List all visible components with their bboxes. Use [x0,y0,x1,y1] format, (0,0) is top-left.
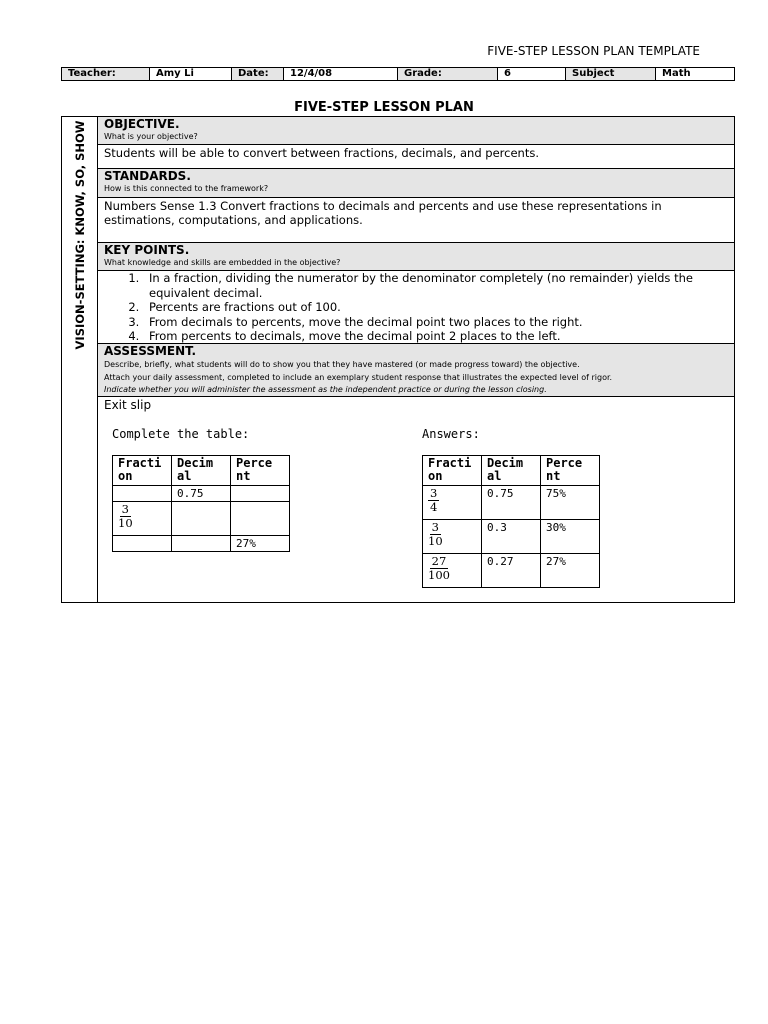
denominator: 100 [428,568,450,582]
percent-cell [231,486,290,502]
teacher-value: Amy Li [149,68,231,80]
side-column [62,117,98,602]
grade-value: 6 [497,68,565,80]
assessment-header [98,344,734,397]
fraction [118,503,133,530]
assessment-prompt-1: Describe, briefly, what students will do to show you that they have mastered (or made progress toward) the objective. [104,360,580,369]
key-point-item: 2. Percents are fractions out of 100. [143,300,734,315]
answer-table [422,455,600,588]
fraction [428,555,450,582]
percent-cell [231,502,290,536]
key-points-title: KEY POINTS. [104,243,190,257]
numerator: 3 [430,486,438,500]
key-point-item: 4. From percents to decimals, move the decimal point 2 places to the left. [143,329,734,344]
percent-cell: 30% [541,520,600,554]
assessment-body [98,397,734,602]
sections [98,117,734,602]
answers-label: Answers: [422,427,480,441]
date-value: 12/4/08 [283,68,397,80]
side-label: VISION-SETTING: KNOW, SO, SHOW [73,120,87,350]
table-row [113,502,290,536]
complete-table-label: Complete the table: [112,427,250,441]
fraction-cell [113,502,172,536]
percent-cell: 75% [541,486,600,520]
exit-slip-label: Exit slip [104,398,152,412]
table-row [423,554,600,588]
date-label: Date: [231,68,283,80]
column-header-percent: Perce nt [541,456,600,486]
plan-title: FIVE-STEP LESSON PLAN [294,100,474,115]
key-point-item: 3. From decimals to percents, move the decimal point two places to the right. [143,315,734,330]
standards-title: STANDARDS. [104,169,191,183]
teacher-label: Teacher: [68,68,116,79]
assessment-prompt-3: Indicate whether you will administer the assessment as the independent practice or during the lesson closing. [104,385,547,394]
denominator: 4 [430,500,438,514]
fraction [428,487,439,514]
header-info-bar [61,67,735,81]
column-header-decimal: Decim al [172,456,231,486]
fraction [428,521,443,548]
table-row [113,486,290,502]
fraction-cell [423,554,482,588]
standards-header [98,169,734,198]
objective-title: OBJECTIVE. [104,117,180,131]
percent-cell: 27% [231,536,290,552]
fraction-cell [113,536,172,552]
key-point-item: 1. In a fraction, dividing the numerator by the denominator completely (no remainder) yields the equivalent decimal. [143,271,734,300]
assessment-title: ASSESSMENT. [104,344,197,358]
fraction-cell [113,486,172,502]
fraction-cell [423,486,482,520]
lesson-plan-box [61,116,735,603]
key-points-list [98,271,734,344]
percent-cell: 27% [541,554,600,588]
template-title: FIVE-STEP LESSON PLAN TEMPLATE [487,44,700,58]
denominator: 10 [118,516,133,530]
objective-header [98,117,734,145]
column-header-fraction: Fracti on [113,456,172,486]
numerator: 27 [431,554,447,568]
objective-text: Students will be able to convert between fractions, decimals, and percents. [98,145,734,169]
decimal-cell [172,502,231,536]
standards-prompt: How is this connected to the framework? [104,184,269,193]
column-header-percent: Perce nt [231,456,290,486]
subject-label: Subject [565,68,655,80]
column-header-decimal: Decim al [482,456,541,486]
table-row [423,486,600,520]
numerator: 3 [431,520,439,534]
key-points-body [98,271,734,344]
numerator: 3 [121,502,129,516]
assessment-prompt-2: Attach your daily assessment, completed to include an exemplary student response that illustrates the expected level of rigor. [104,373,613,382]
fraction-cell [423,520,482,554]
key-points-prompt: What knowledge and skills are embedded in the objective? [104,258,341,267]
key-points-header [98,243,734,271]
column-header-fraction: Fracti on [423,456,482,486]
decimal-cell: 0.27 [482,554,541,588]
grade-label: Grade: [397,68,497,80]
standards-text: Numbers Sense 1.3 Convert fractions to decimals and percents and use these representations in estimations, computations, and applications. [98,198,734,243]
subject-value: Math [655,68,734,80]
table-row [113,536,290,552]
question-table [112,455,290,552]
decimal-cell [172,536,231,552]
denominator: 10 [428,534,443,548]
decimal-cell: 0.75 [172,486,231,502]
decimal-cell: 0.3 [482,520,541,554]
table-row [423,520,600,554]
decimal-cell: 0.75 [482,486,541,520]
objective-prompt: What is your objective? [104,132,198,141]
